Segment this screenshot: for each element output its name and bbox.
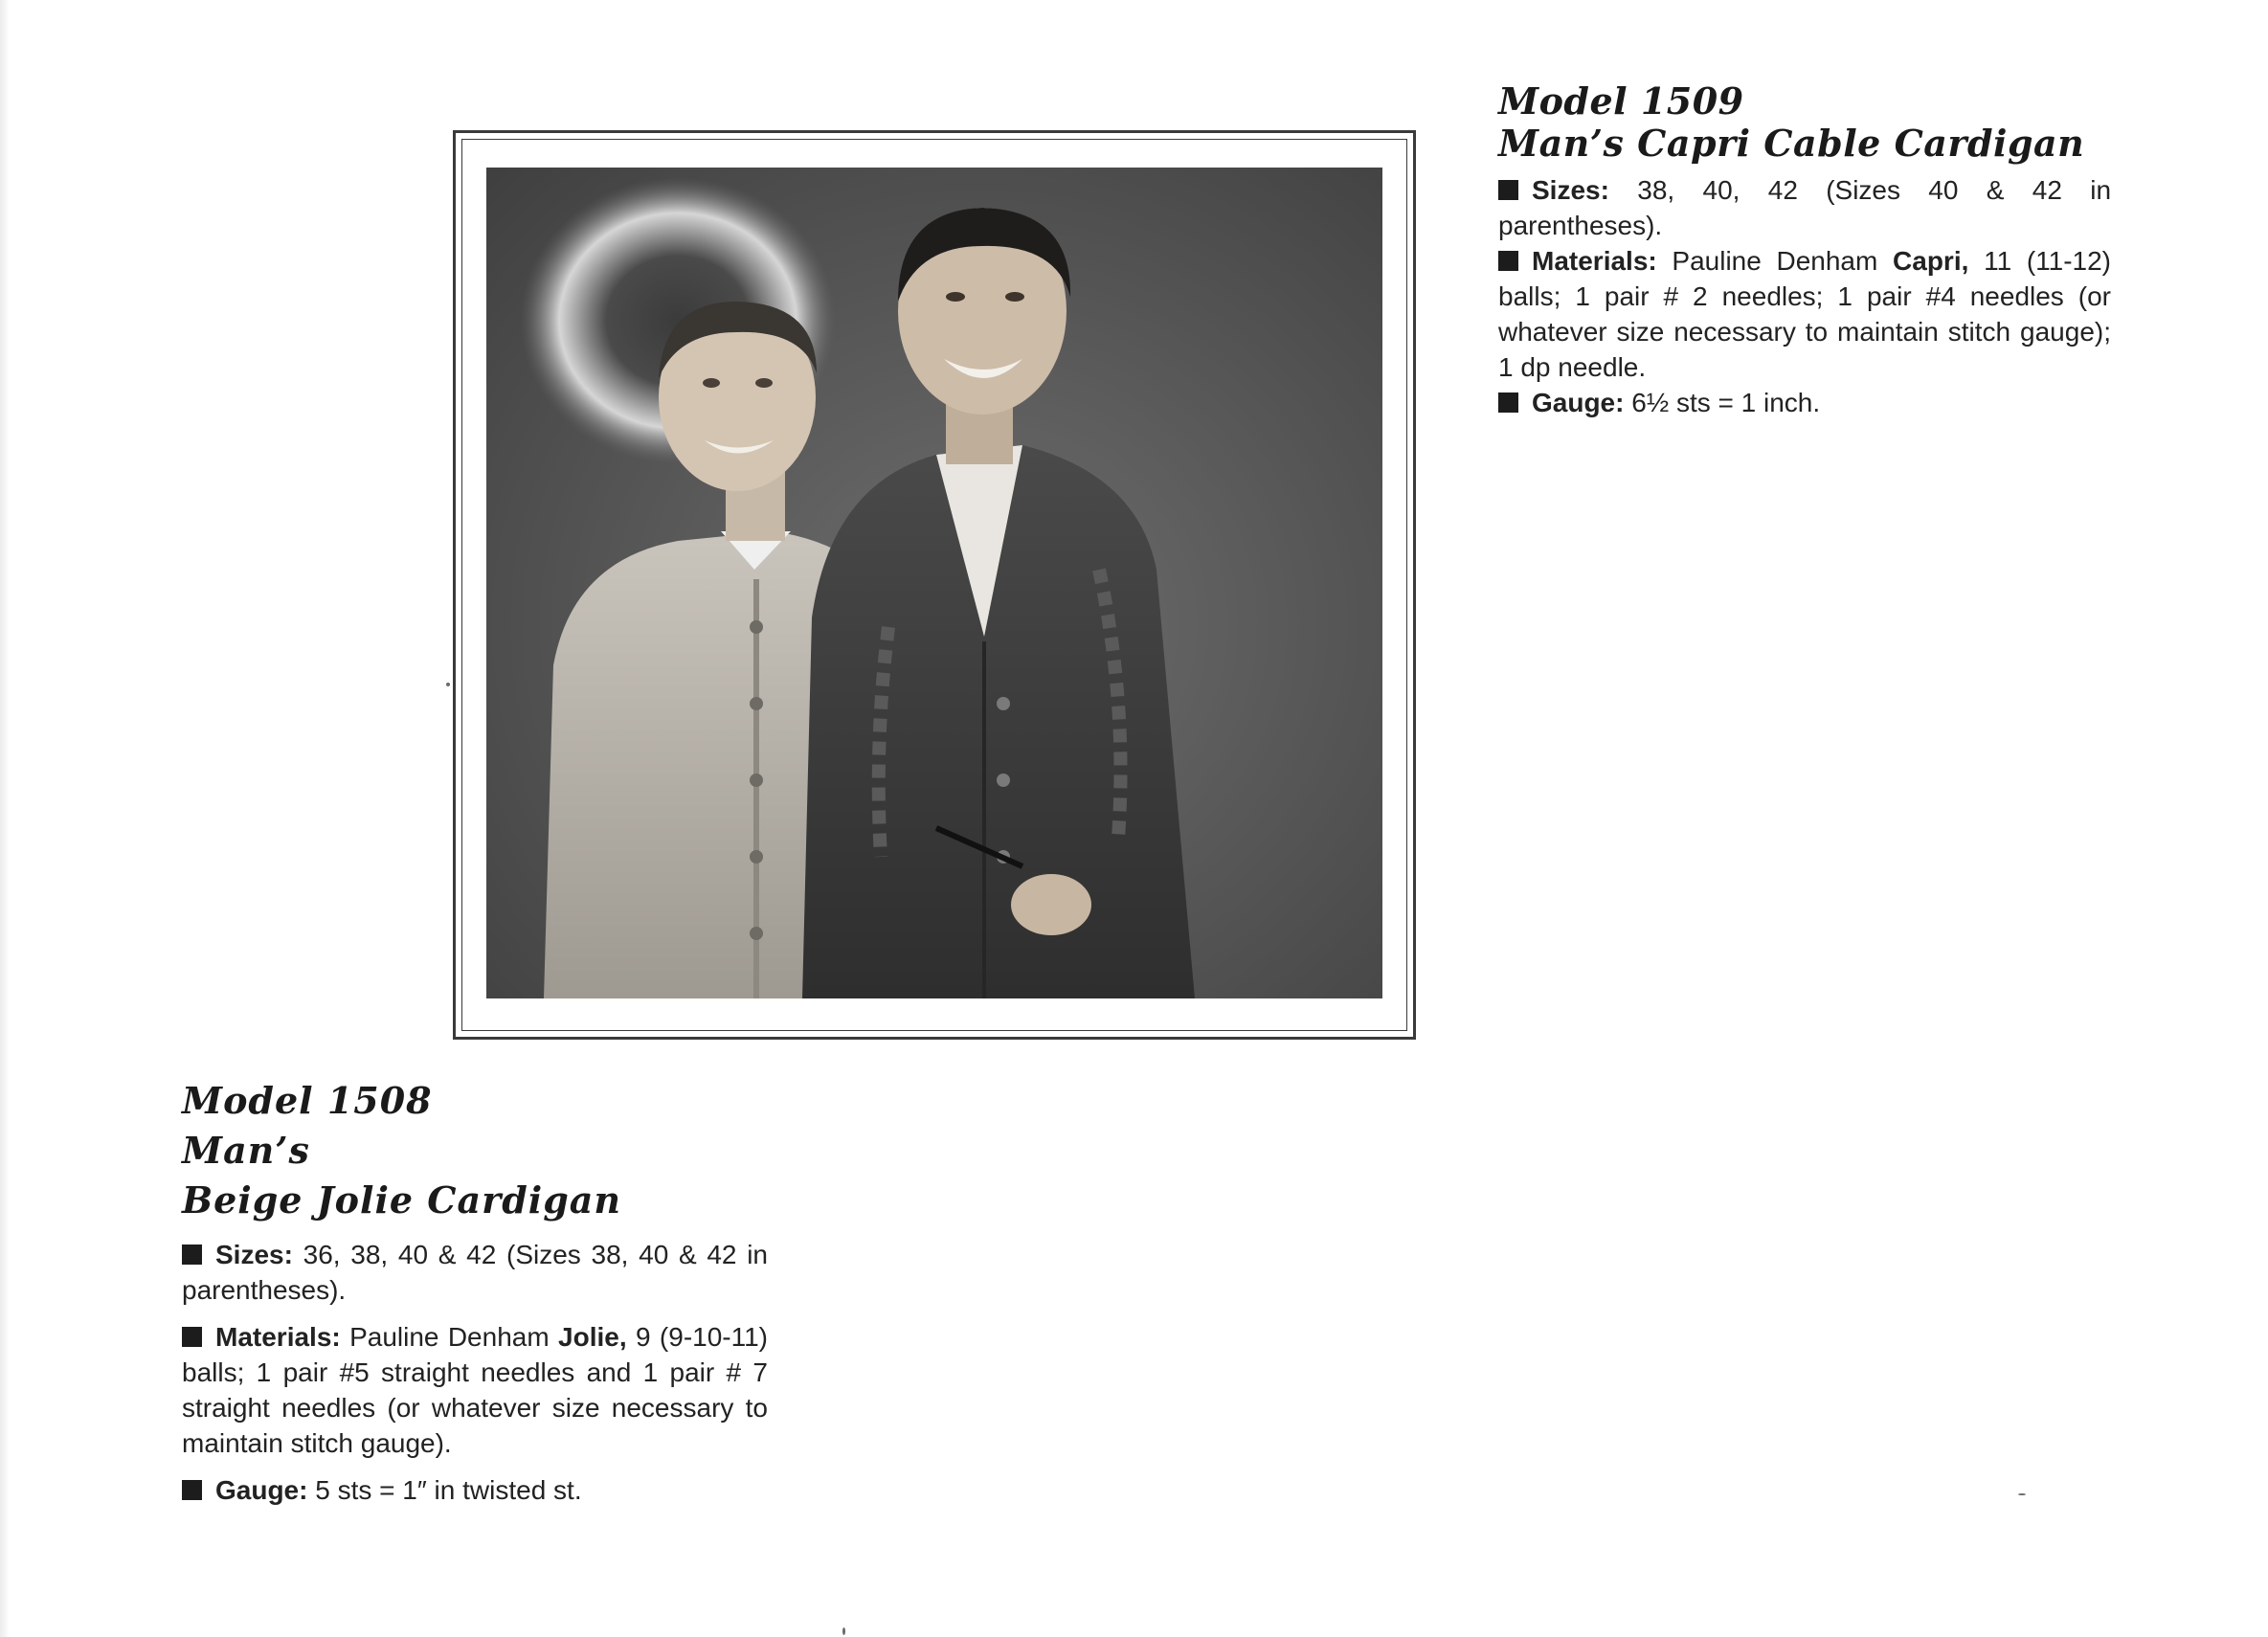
sizes-label: Sizes: bbox=[1532, 175, 1609, 205]
model-1509-title: Model 1509 bbox=[1498, 79, 1744, 123]
model-1508-gauge bbox=[182, 1472, 768, 1508]
model-1509-section bbox=[1498, 80, 2111, 420]
model-1509-sizes bbox=[1498, 172, 2111, 243]
model-1509-gauge bbox=[1498, 385, 2111, 420]
gauge-value: 6½ sts = 1 inch. bbox=[1631, 388, 1821, 417]
sizes-label: Sizes: bbox=[215, 1240, 293, 1269]
gauge-label: Gauge: bbox=[215, 1475, 308, 1505]
model-1509-specs bbox=[1498, 172, 2111, 420]
materials-label: Materials: bbox=[1532, 246, 1657, 276]
model-1508-sizes bbox=[182, 1237, 768, 1308]
materials-brand: Pauline Denham bbox=[1672, 246, 1878, 276]
print-speck bbox=[842, 1627, 845, 1635]
materials-value: 9 (9-10-11) balls; 1 pair #5 straight needles and 1 pair # 7 straight needles (or whatever size necessary to maintain stitch gauge). bbox=[182, 1322, 769, 1458]
square-bullet-icon bbox=[182, 1245, 202, 1265]
materials-brand: Pauline Denham bbox=[349, 1322, 550, 1352]
materials-yarn: Jolie, bbox=[558, 1322, 627, 1352]
square-bullet-icon bbox=[1498, 251, 1518, 271]
sizes-value: 38, 40, 42 (Sizes 40 & 42 in parentheses). bbox=[1498, 175, 2112, 240]
square-bullet-icon bbox=[1498, 392, 1518, 413]
model-1509-subtitle: Man’s Capri Cable Cardigan bbox=[1498, 122, 2085, 165]
materials-label: Materials: bbox=[215, 1322, 341, 1352]
photograph-illustration bbox=[486, 168, 1382, 998]
model-1508-section bbox=[182, 1076, 768, 1519]
model-1509-materials bbox=[1498, 243, 2111, 385]
print-speck bbox=[446, 683, 450, 686]
sizes-value: 36, 38, 40 & 42 (Sizes 38, 40 & 42 in parentheses). bbox=[182, 1240, 768, 1305]
model-1508-subtitle-line2: Beige Jolie Cardigan bbox=[182, 1178, 622, 1222]
model-1508-specs bbox=[182, 1237, 768, 1508]
gauge-value: 5 sts = 1″ in twisted st. bbox=[315, 1475, 582, 1505]
square-bullet-icon bbox=[182, 1480, 202, 1500]
model-1508-materials bbox=[182, 1319, 768, 1461]
square-bullet-icon bbox=[182, 1327, 202, 1347]
materials-yarn: Capri, bbox=[1893, 246, 1969, 276]
photograph bbox=[486, 168, 1382, 998]
scan-edge-shadow bbox=[0, 0, 10, 1637]
gauge-label: Gauge: bbox=[1532, 388, 1625, 417]
model-1508-subtitle-line1: Man’s bbox=[182, 1129, 310, 1172]
print-speck bbox=[2018, 1493, 2026, 1495]
materials-value: 11 (11-12) balls; 1 pair # 2 needles; 1 pair #4 needles (or whatever size necessary to maintain stitch gauge); 1 dp needle. bbox=[1498, 246, 2112, 382]
model-1508-title: Model 1508 bbox=[182, 1079, 433, 1122]
square-bullet-icon bbox=[1498, 180, 1518, 200]
